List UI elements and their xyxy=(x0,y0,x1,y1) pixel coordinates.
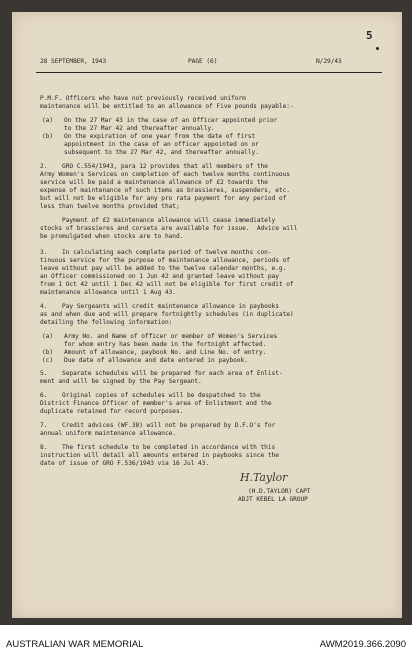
footer-institution: AUSTRALIAN WAR MEMORIAL xyxy=(6,639,144,650)
body-line: (c) Due date of allowance and date entered in paybook. xyxy=(42,357,248,364)
body-line: Payment of £2 maintenance allowance will cease immediately xyxy=(40,217,276,224)
body-line: 2. GRO C.554/1943, para 12 provides that all members of the xyxy=(40,163,268,170)
body-line: be promulgated when stocks are to hand. xyxy=(40,233,184,240)
body-line: instruction will detail all amounts entered in paybooks since the xyxy=(40,452,279,459)
body-line: 6. Original copies of schedules will be despatched to the xyxy=(40,392,261,399)
body-line: (a) On the 27 Mar 43 in the case of an Officer appointed prior xyxy=(42,117,278,124)
body-line: ment and will be signed by the Pay Sergeant. xyxy=(40,378,202,385)
body-line: appointment in the case of an officer appointed on or xyxy=(42,141,259,148)
corner-mark: 5 xyxy=(366,29,373,42)
footer-accession-number: AWM2019.366.2090 xyxy=(319,639,406,650)
signature-scrawl: H.Taylor xyxy=(240,471,288,484)
document-page xyxy=(12,12,402,618)
body-line: 4. Pay Sergeants will credit maintenance allowance in paybooks xyxy=(40,303,279,310)
body-line: annual uniform maintenance allowance. xyxy=(40,430,176,437)
header-rule xyxy=(36,72,382,73)
body-line: 8. The first schedule to be completed in accordance with this xyxy=(40,444,276,451)
body-line: tinuous service for the purpose of maintenance allowance, periods of xyxy=(40,257,290,264)
body-line: 7. Credit advices (WF.38) will not be prepared by D.F.O's for xyxy=(40,422,276,429)
body-line: Army Women's Services on completion of each twelve months continuous xyxy=(40,171,290,178)
body-line: an Officer commissioned on 1 Jun 42 and granted leave without pay xyxy=(40,273,279,280)
body-line: subsequent to the 27 Mar 42, and thereafter annually. xyxy=(42,149,259,156)
header-ref: N/29/43 xyxy=(316,58,342,65)
body-line: duplicate retained for record purposes. xyxy=(40,408,184,415)
signature-title: ADJT KEBEL LA GROUP xyxy=(238,496,308,503)
body-line: (b) On the expiration of one year from the date of first xyxy=(42,133,256,140)
body-line: 3. In calculating each complete period of twelve months con- xyxy=(40,249,272,256)
body-line: P.M.F. Officers who have not previously received uniform xyxy=(40,95,246,102)
body-line: from 1 Oct 42 until 1 Dec 42 will not be eligible for first credit of xyxy=(40,281,294,288)
body-line: date of issue of GRO F.536/1943 via 16 Jul 43. xyxy=(40,460,210,467)
body-line: but will not be eligible for any pro rata payment for any period of xyxy=(40,195,287,202)
body-line: District Finance Officer of member's area of Enlistment and the xyxy=(40,400,272,407)
header-page: PAGE (6) xyxy=(188,58,218,65)
body-line: (b) Amount of allowance, paybook No. and Line No. of entry. xyxy=(42,349,267,356)
body-line: (a) Army No. and Name of officer or member of Women's Services xyxy=(42,333,278,340)
body-line: as and when due and will prepare fortnightly schedules (in duplicate) xyxy=(40,311,294,318)
body-line: detailing the following information: xyxy=(40,319,173,326)
signature-name: (H.D.TAYLOR) CAPT xyxy=(248,488,311,495)
punch-mark xyxy=(376,47,379,50)
body-line: expense of maintenance of such items as brassieres, suspenders, etc. xyxy=(40,187,290,194)
body-line: for whom entry has been made in the fortnight affected. xyxy=(42,341,267,348)
body-line: less than twelve months provided that; xyxy=(40,203,180,210)
body-line: service will be paid a maintenance allowance of £2 towards the xyxy=(40,179,268,186)
body-line: to the 27 Mar 42 and thereafter annually. xyxy=(42,125,215,132)
body-line: maintenance will be entitled to an allowance of Five pounds payable:- xyxy=(40,103,294,110)
body-line: 5. Separate schedules will be prepared for each area of Enlist- xyxy=(40,370,283,377)
body-line: stocks of brassieres and corsets are available for issue. Advice will xyxy=(40,225,298,232)
body-line: leave without pay will be added to the twelve calendar months, e.g. xyxy=(40,265,287,272)
header-date: 28 SEPTEMBER, 1943 xyxy=(40,58,107,65)
footer xyxy=(0,625,412,653)
body-line: maintenance allowance until 1 Aug 43. xyxy=(40,289,176,296)
